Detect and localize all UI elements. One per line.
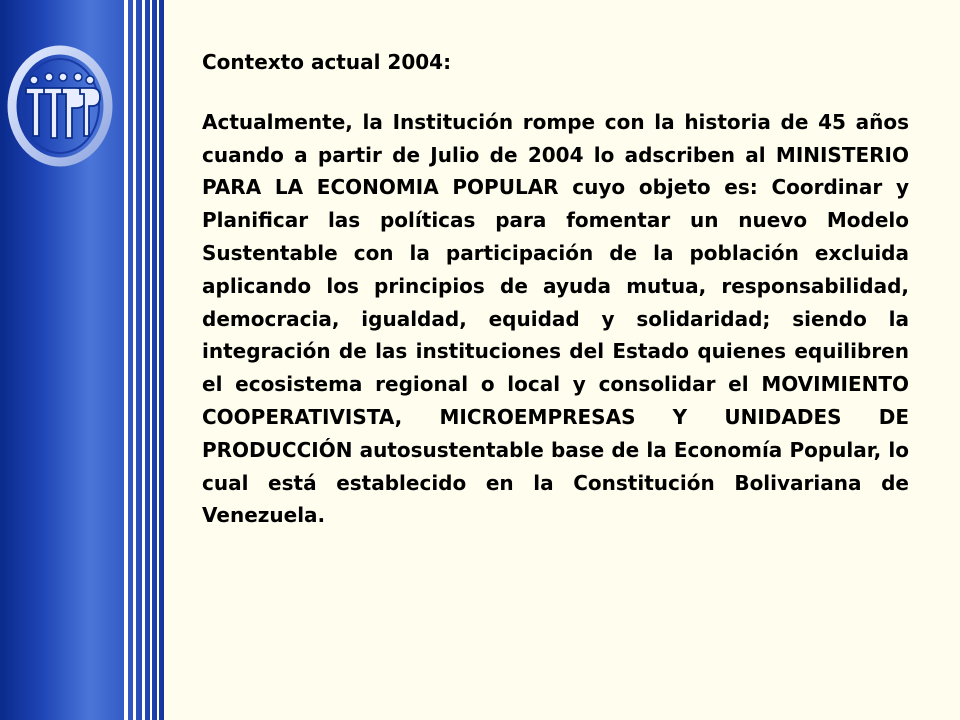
slide-body-text: Actualmente, la Institución rompe con la historia de 45 años cuando a partir de Julio de 2004 lo adscriben al MINISTERIO PARA LA ECONOMIA POPULAR cuyo objeto es: Coordinar y Planificar las políticas para fomentar un nuevo Modelo Sustentable con la participación de la población excluida aplicando los principios de ayuda mutua, responsabilidad, democracia, igualdad, equidad y solidaridad; siendo la integración de las instituciones del Estado quienes equilibren el ecosistema regional o local y consolidar el MOVIMIENTO COOPERATIVISTA, MICROEMPRESAS Y UNIDADES DE PRODUCCIÓN autosustentable base de la Economía Popular, lo cual está establecido en la Constitución Bolivariana de Venezuela. — [202, 109, 909, 528]
slide-content — [202, 46, 909, 532]
sidebar-stripe — [142, 0, 145, 720]
sidebar-stripe — [150, 0, 152, 720]
sidebar-stripe — [157, 0, 159, 720]
slide-heading: Contexto actual 2004: — [202, 50, 452, 74]
sidebar-band — [0, 0, 164, 720]
sidebar-stripe — [133, 0, 136, 720]
institution-emblem-icon — [6, 44, 114, 168]
sidebar-stripe — [124, 0, 128, 720]
